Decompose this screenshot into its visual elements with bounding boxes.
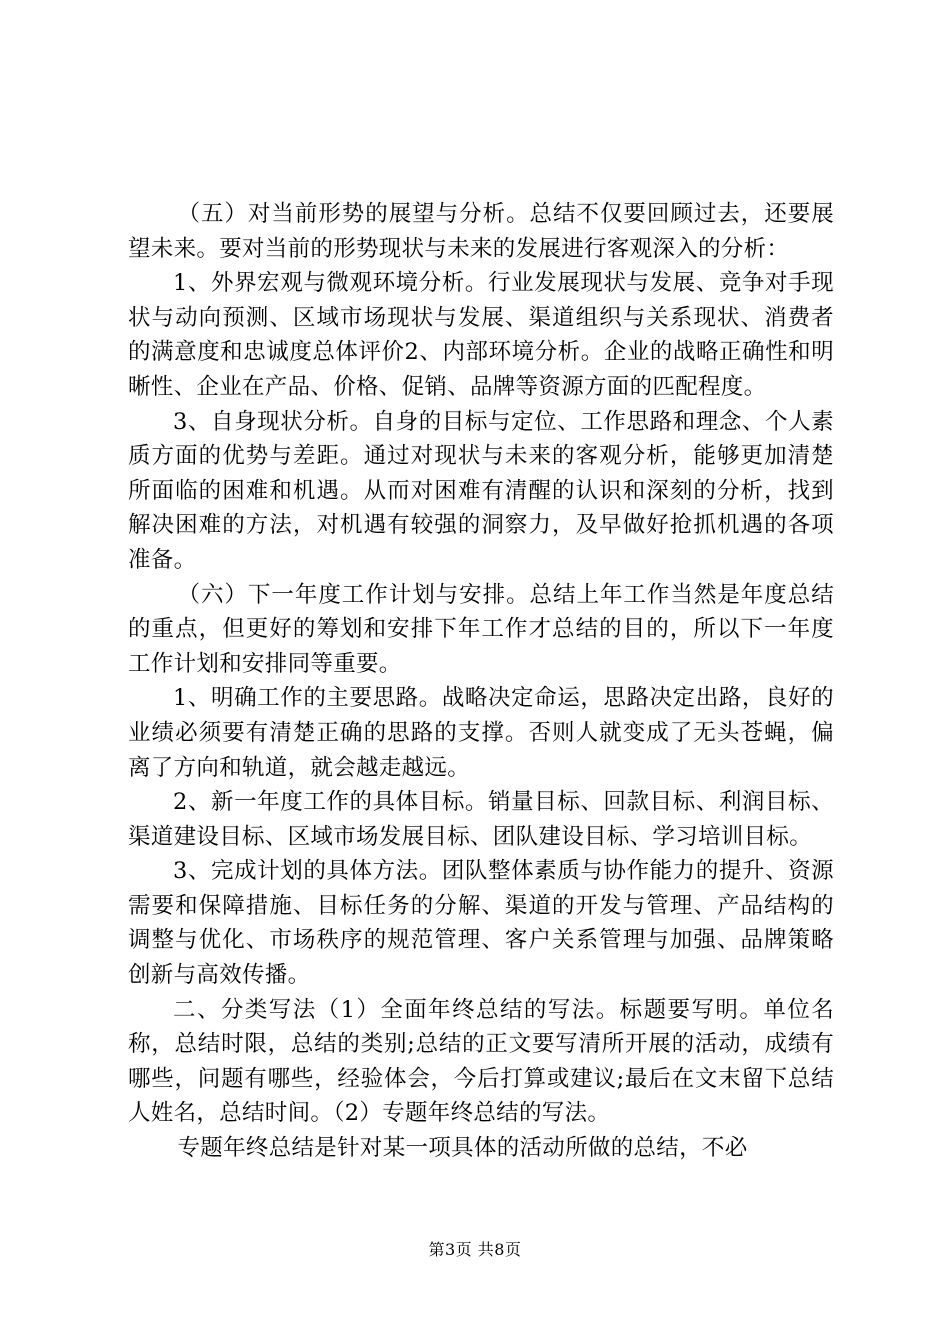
- paragraph-self-analysis: 3、自身现状分析。自身的目标与定位、工作思路和理念、个人素质方面的优势与差距。通过对现状与未来的客观分析，能够更加清楚所面临的困难和机遇。从而对困难有清醒的认识和深刻的分析，找到解决困难的方法，对机遇有较强的洞察力，及早做好抢抓机遇的各项准备。: [128, 408, 834, 573]
- paragraph-special-summary: 专题年终总结是针对某一项具体的活动所做的总结，不必: [177, 1135, 748, 1162]
- paragraph-methods: 3、完成计划的具体方法。团队整体素质与协作能力的提升、资源需要和保障措施、目标任务的分解、渠道的开发与管理、产品结构的调整与优化、市场秩序的规范管理、客户关系管理与加强、品牌策略创新与高效传播。: [128, 858, 834, 989]
- paragraph-next-year-plan: （六）下一年度工作计划与安排。总结上年工作当然是年度总结的重点，但更好的筹划和安排下年工作才总结的目的，所以下一年度工作计划和安排同等重要。: [128, 581, 834, 677]
- page-number-footer: 第3页 共8页: [428, 1240, 522, 1259]
- paragraph-specific-goals: 2、新一年度工作的具体目标。销量目标、回款目标、利润目标、渠道建设目标、区域市场发展目标、团队建设目标、学习培训目标。: [128, 789, 834, 850]
- paragraph-main-approach: 1、明确工作的主要思路。战略决定命运，思路决定出路，良好的业绩必须要有清楚正确的思路的支撑。否则人就变成了无头苍蝇，偏离了方向和轨道，就会越走越远。: [128, 685, 834, 781]
- paragraph-writing-methods: 二、分类写法（1）全面年终总结的写法。标题要写明。单位名称，总结时限，总结的类别;总结的正文要写清所开展的活动，成绩有哪些，问题有哪些，经验体会，今后打算或建议;最后在文末留下总结人姓名，总结时间。（2）专题年终总结的写法。: [128, 996, 834, 1127]
- paragraph-outlook-analysis: （五）对当前形势的展望与分析。总结不仅要回顾过去，还要展望未来。要对当前的形势现状与未来的发展进行客观深入的分析：: [128, 201, 834, 262]
- paragraph-environment-analysis: 1、外界宏观与微观环境分析。行业发展现状与发展、竞争对手现状与动向预测、区域市场现状与发展、渠道组织与关系现状、消费者的满意度和忠诚度总体评价2、内部环境分析。企业的战略正确性和明晰性、企业在产品、价格、促销、品牌等资源方面的匹配程度。: [128, 270, 834, 400]
- document-body: [128, 197, 834, 1166]
